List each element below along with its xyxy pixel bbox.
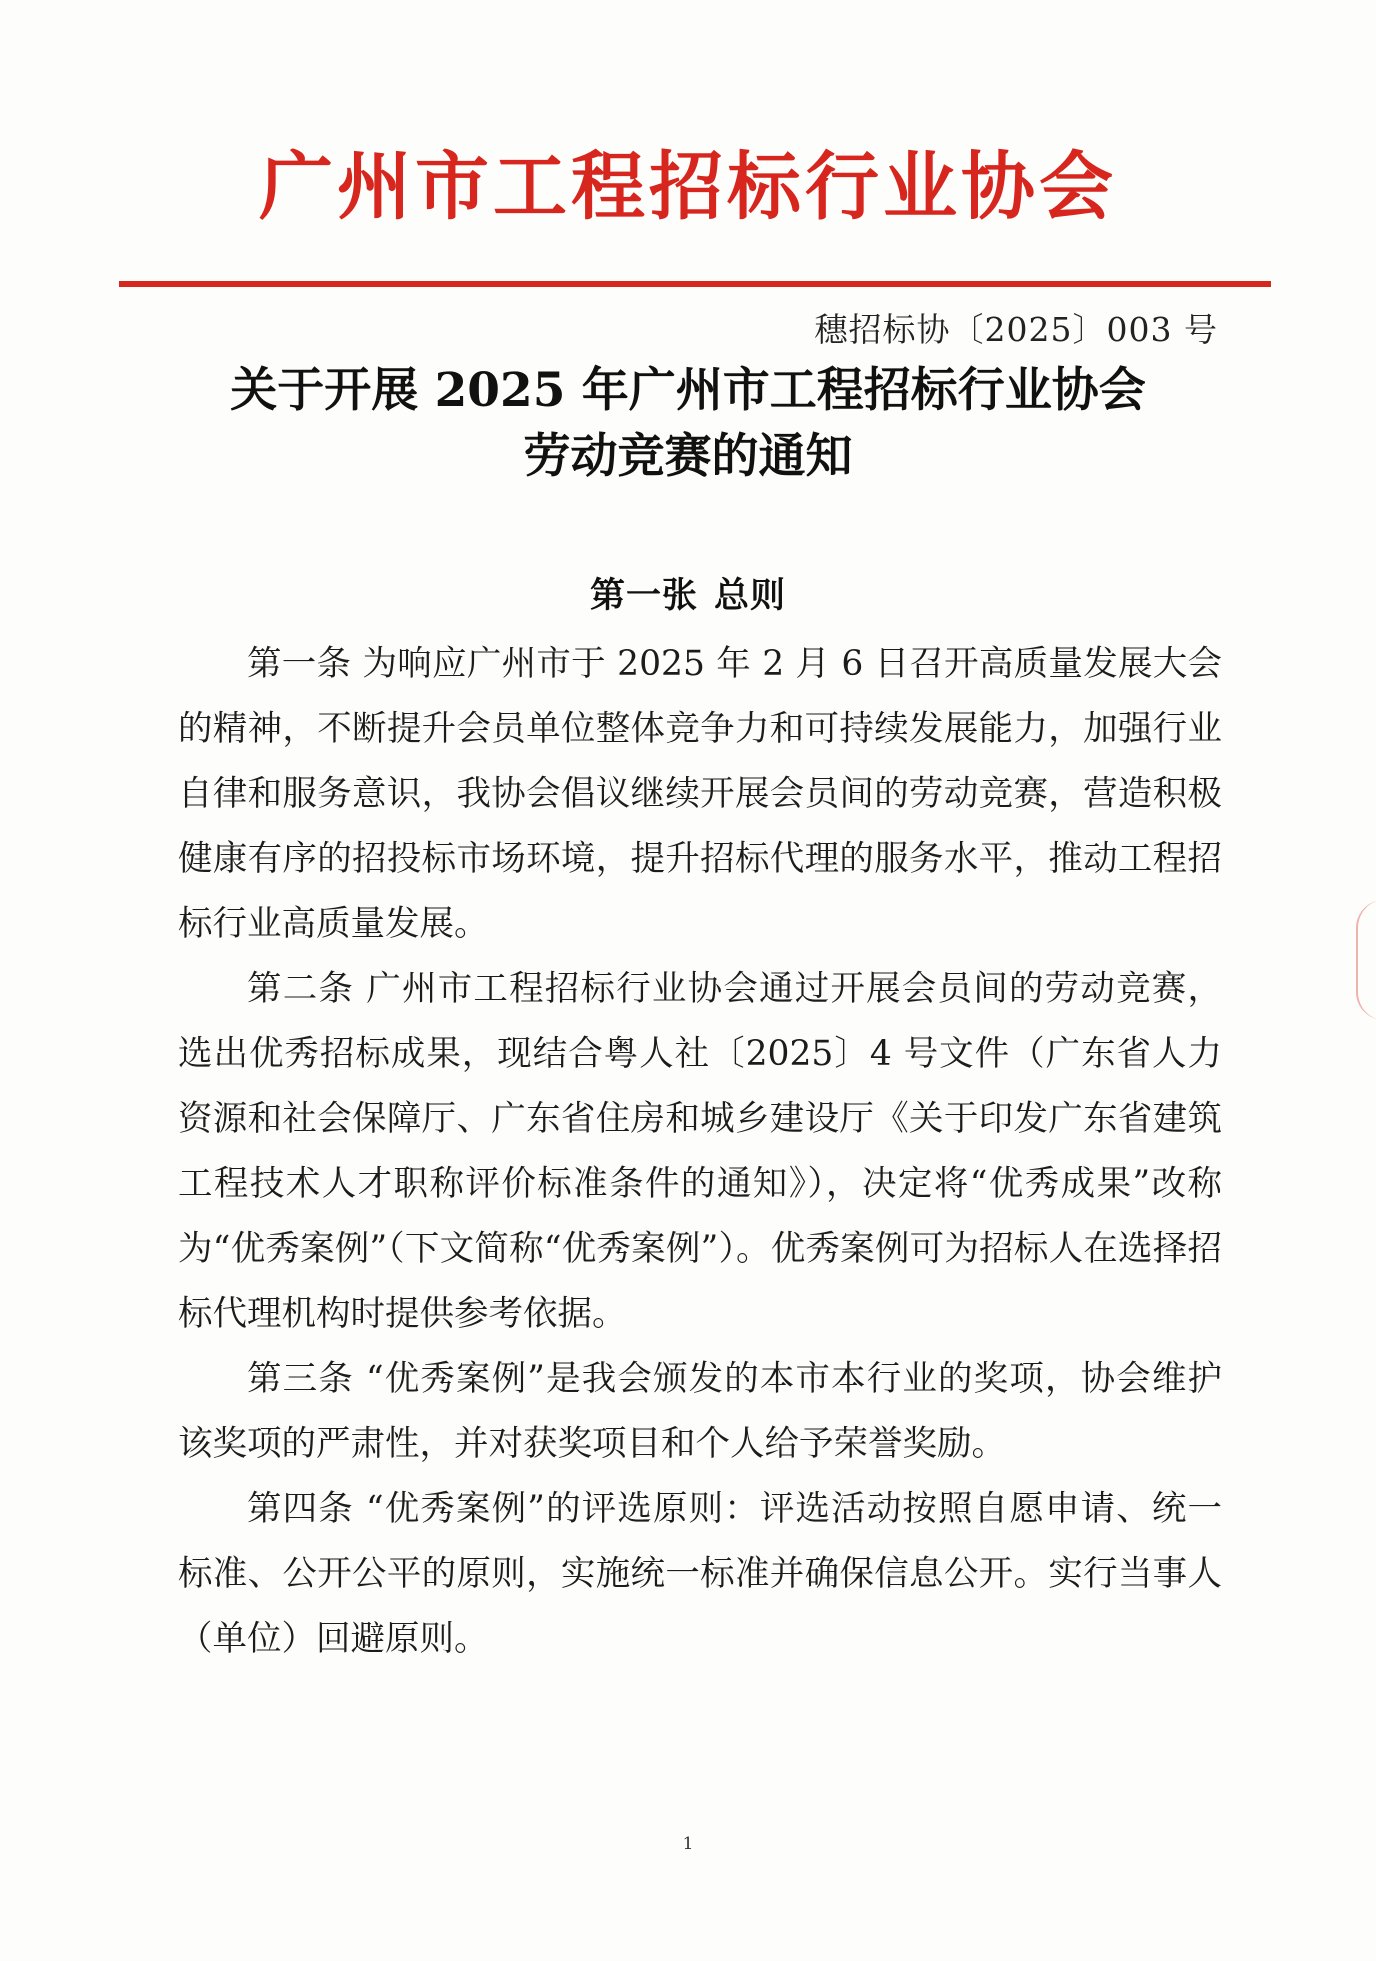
article-4: 第四条 “优秀案例”的评选原则：评选活动按照自愿申请、统一标准、公开公平的原则，实施统一标准并确保信息公开。实行当事人（单位）回避原则。	[178, 1489, 1222, 1659]
chapter-number: 第一张	[589, 576, 698, 616]
page-number: 1	[682, 1834, 694, 1854]
article-1: 第一条 为响应广州市于 2025 年 2 月 6 日召开高质量发展大会的精神，不断提升会员单位整体竞争力和可持续发展能力，加强行业自律和服务意识，我协会倡议继续开展会员间的劳动竞赛，营造积极健康有序的招投标市场环境，提升招标代理的服务水平，推动工程招标行业高质量发展。	[178, 644, 1222, 944]
document-number: 穗招标协〔2025〕003 号	[814, 310, 1218, 349]
body-text	[178, 632, 1222, 1672]
article-3: 第三条 “优秀案例”是我会颁发的本市本行业的奖项，协会维护该奖项的严肃性，并对获奖项目和个人给予荣誉奖励。	[178, 1359, 1222, 1464]
document-title-line-2: 劳动竞赛的通知	[523, 429, 853, 484]
chapter-heading	[0, 568, 1376, 618]
article-2: 第二条 广州市工程招标行业协会通过开展会员间的劳动竞赛，选出优秀招标成果，现结合粤人社〔2025〕4 号文件（广东省人力资源和社会保障厅、广东省住房和城乡建设厅《关于印发广东省建筑工程技术人才职称评价标准条件的通知》），决定将“优秀成果”改称为“优秀案例”（下文简称“优秀案例”）。优秀案例可为招标人在选择招标代理机构时提供参考依据。	[178, 969, 1222, 1334]
chapter-name: 总则	[714, 576, 787, 616]
seal-stamp-edge	[1356, 900, 1376, 1020]
document-title-line-1: 关于开展 2025 年广州市工程招标行业协会	[230, 363, 1146, 418]
letterhead-red-divider	[119, 281, 1271, 287]
letterhead-organization-name: 广州市工程招标行业协会	[259, 144, 1117, 230]
document-title	[0, 358, 1376, 490]
